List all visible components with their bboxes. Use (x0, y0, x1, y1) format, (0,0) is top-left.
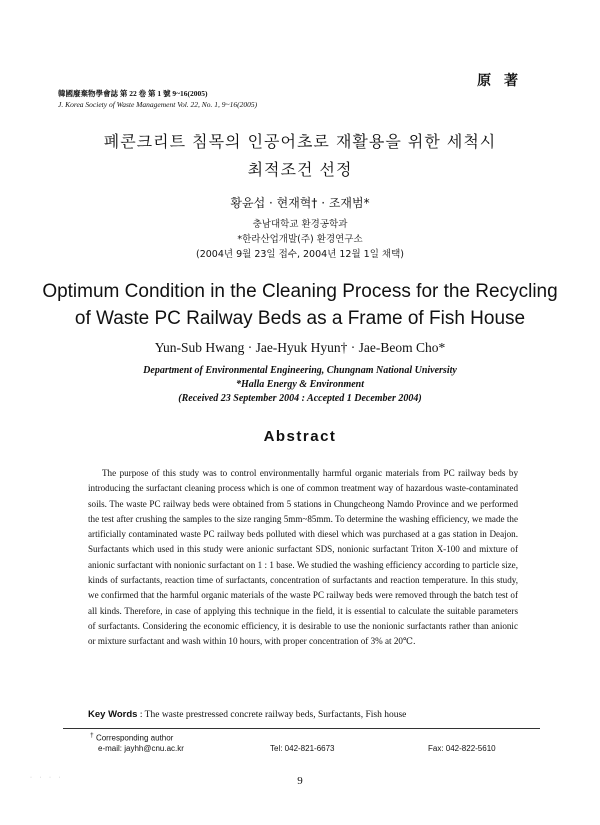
affiliation-en-line-1: Department of Environmental Engineering, Chungnam National University (143, 365, 457, 376)
abstract-body (88, 466, 518, 650)
keywords-label: Key Words (88, 709, 138, 720)
corresponding-author-note (90, 732, 173, 743)
title-kr (0, 131, 600, 181)
keywords-list: : The waste prestressed concrete railway beds, Surfactants, Fish house (139, 710, 407, 720)
footnote-tel: Tel: 042-821-6673 (270, 744, 335, 753)
article-type-label: 原 著 (477, 73, 522, 89)
title-en-line-1: Optimum Condition in the Cleaning Process for the Recycling (42, 281, 558, 302)
affiliation-kr-line-2: *한라산업개발(주) 환경연구소 (237, 234, 363, 245)
keywords (88, 709, 528, 720)
affiliation-en-line-2: *Halla Energy & Environment (235, 379, 365, 390)
scan-artifact-dots: · · · · (30, 775, 64, 781)
footnote-mark: † (90, 732, 94, 739)
footnote-email: e-mail: jayhh@cnu.ac.kr (98, 744, 184, 753)
title-en (0, 278, 600, 332)
affiliation-kr-line-1: 충남대학교 환경공학과 (252, 219, 348, 230)
authors-kr: 황윤섭 · 현재혁† · 조재범* (230, 196, 370, 210)
corresponding-author-label: Corresponding author (95, 733, 174, 743)
footnote-rule (63, 728, 540, 729)
journal-citation-en: J. Korea Society of Waste Management Vol. 22, No. 1, 9~16(2005) (58, 100, 258, 109)
affiliation-en-line-3: (Received 23 September 2004 : Accepted 1 December 2004) (178, 393, 422, 404)
footnote-fax: Fax: 042-822-5610 (428, 744, 496, 753)
abstract-paragraph: The purpose of this study was to control environmentally harmful organic materials from PC railway beds by introducing the surfactant cleaning process which is one of common treatment way of hazardous waste-contaminated soils. The waste PC railway beds were obtained from 5 stations in Chungcheong Namdo Province and we performed the test after crushing the samples to the size ranging 5mm~85mm. To determine the washing efficiency, we made the artificially contaminated waste PC railway beds polluted with diesel which was purchased at a gas station in Deajon. Surfactants which used in this study were anionic surfactant SDS, nonionic surfactant Triton X-100 and mixture of anionic surfactant with nonionic surfactant on 1 : 1 base. We studied the washing efficiency according to particle size, kinds of surfactants, reaction time of surfactants, concentration of surfactants and reaction temperature. In this study, we confirmed that the harmful organic materials of the waste PC railway beds were removed through the batch test of all kinds. Therefore, in case of applying this technique in the field, it is essential to calculate the suitable parameters of surfactants. Considering the economic efficiency, it is desirable to use the nonionic surfactants rather than anionic or mixture surfactant and wash within 10 hours, with proper concentration of 3% at 20℃. (88, 468, 518, 647)
title-kr-line-2: 최적조건 선정 (247, 160, 353, 179)
affiliation-kr (0, 217, 600, 262)
journal-citation-kr: 韓國廢棄物學會誌 第 22 卷 第 1 號 9~16(2005) (58, 89, 208, 98)
page-number: 9 (297, 775, 303, 787)
title-en-line-2: of Waste PC Railway Beds as a Frame of Fish House (74, 308, 526, 329)
affiliation-kr-line-3: (2004년 9월 23일 접수, 2004년 12월 1일 채택) (196, 249, 404, 260)
abstract-heading: Abstract (263, 428, 337, 445)
title-kr-line-1: 폐콘크리트 침목의 인공어초로 재활용을 위한 세척시 (103, 132, 497, 151)
authors-en: Yun-Sub Hwang · Jae-Hyuk Hyun† · Jae-Beom Cho* (154, 340, 446, 355)
affiliation-en (0, 364, 600, 406)
